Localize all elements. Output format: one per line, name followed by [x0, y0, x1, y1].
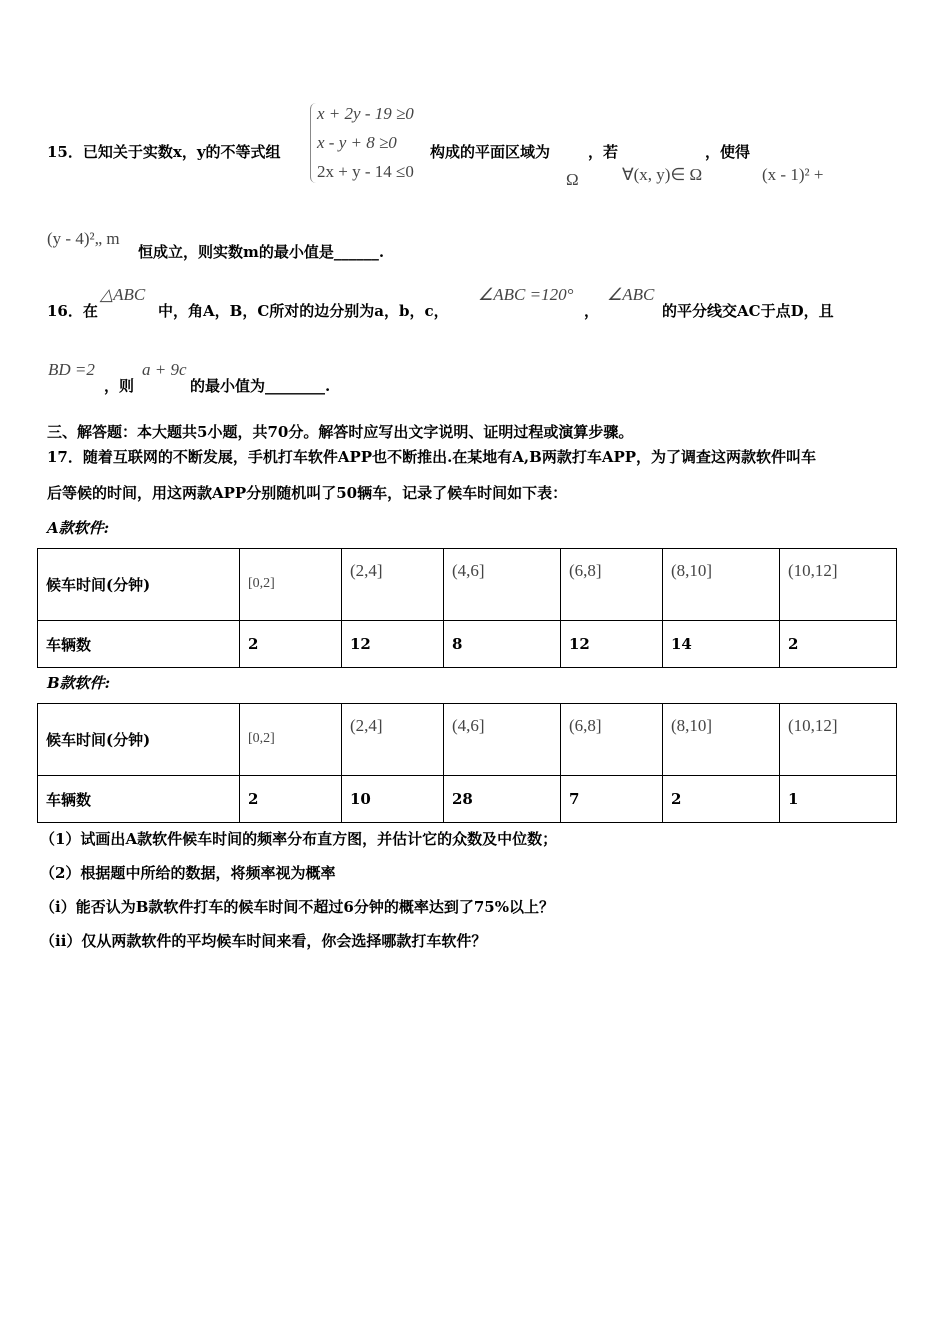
count-cell: 10	[342, 776, 444, 823]
q15-mid: 构成的平面区域为	[430, 143, 551, 161]
interval: [0,2]	[248, 731, 275, 746]
header-cell: 候车时间(分钟)	[38, 549, 240, 621]
ineq-2: x - y + 8 ≥0	[317, 133, 397, 152]
count-cell: 1	[780, 776, 897, 823]
forall-expr: ∀(x, y)∈ Ω	[622, 165, 703, 184]
q16-num: 16．在	[47, 302, 98, 320]
part-2-ii: （ii）仅从两款软件的平均候车时间来看，你会选择哪款打车软件？	[40, 932, 487, 950]
expr2: (y - 4)²„ m	[47, 229, 120, 248]
count-cell: 28	[444, 776, 561, 823]
q17-line1: 17．随着互联网的不断发展，手机打车软件APP也不断推出.在某地有A,B两款打车APP，为了调查这两款软件叫车	[47, 448, 817, 466]
table-a-label: A款软件:	[47, 519, 110, 537]
count-cell: 12	[342, 621, 444, 668]
interval: (10,12]	[788, 560, 838, 580]
bd: BD =2	[48, 360, 95, 379]
count-cell: 8	[444, 621, 561, 668]
interval: (4,6]	[452, 715, 485, 735]
triangle: △ABC	[100, 285, 146, 304]
q16-p1: 中，角A，B，C所对的边分别为a，b，c，	[158, 302, 449, 320]
omega: Ω	[566, 170, 579, 189]
table-a	[37, 548, 897, 668]
table-b-label: B款软件:	[47, 674, 111, 692]
expr1: (x - 1)² +	[762, 165, 824, 184]
q16-comma: ，	[584, 302, 600, 320]
interval: (2,4]	[350, 560, 383, 580]
q16-p2: 的平分线交AC于点D，且	[662, 302, 834, 320]
q15-prefix: 15．已知关于实数x，y的不等式组	[47, 143, 281, 161]
angle: ∠ABC =120°	[478, 285, 574, 304]
part-2: （2）根据题中所给的数据，将频率视为概率	[40, 864, 336, 882]
table-b	[37, 703, 897, 823]
q16-ze: ，则	[104, 377, 135, 395]
a9c: a + 9c	[142, 360, 187, 379]
q16-p3: 的最小值为________.	[190, 377, 331, 395]
interval: (6,8]	[569, 715, 602, 735]
part-2-i: （i）能否认为B款软件打车的候车时间不超过6分钟的概率达到了75%以上？	[40, 898, 554, 916]
interval: (4,6]	[452, 560, 485, 580]
count-cell: 14	[663, 621, 780, 668]
q15-ruo: ，若	[588, 143, 619, 161]
ineq-1: x + 2y - 19 ≥0	[317, 104, 414, 123]
header-cell: 候车时间(分钟)	[38, 704, 240, 776]
part-1: （1）试画出A款软件候车时间的频率分布直方图，并估计它的众数及中位数；	[40, 830, 558, 848]
count-cell: 7	[561, 776, 663, 823]
interval: [0,2]	[248, 576, 275, 591]
section-3-heading: 三、解答题：本大题共5小题，共70分。解答时应写出文字说明、证明过程或演算步骤。	[47, 423, 634, 441]
interval: (2,4]	[350, 715, 383, 735]
q17-line2: 后等候的时间，用这两款APP分别随机叫了50辆车，记录了候车时间如下表：	[47, 484, 568, 502]
count-cell: 2	[780, 621, 897, 668]
count-cell: 12	[561, 621, 663, 668]
count-cell: 2	[240, 621, 342, 668]
interval: (10,12]	[788, 715, 838, 735]
count-cell: 2	[240, 776, 342, 823]
row-label: 车辆数	[38, 621, 240, 668]
ineq-3: 2x + y - 14 ≤0	[317, 162, 414, 181]
interval: (6,8]	[569, 560, 602, 580]
interval: (8,10]	[671, 715, 713, 735]
row-label: 车辆数	[38, 776, 240, 823]
angle2: ∠ABC	[607, 285, 655, 304]
q15-shide: ，使得	[705, 143, 751, 161]
count-cell: 2	[663, 776, 780, 823]
interval: (8,10]	[671, 560, 713, 580]
brace	[310, 103, 317, 183]
q15-suffix: 恒成立，则实数m的最小值是______.	[138, 243, 385, 261]
